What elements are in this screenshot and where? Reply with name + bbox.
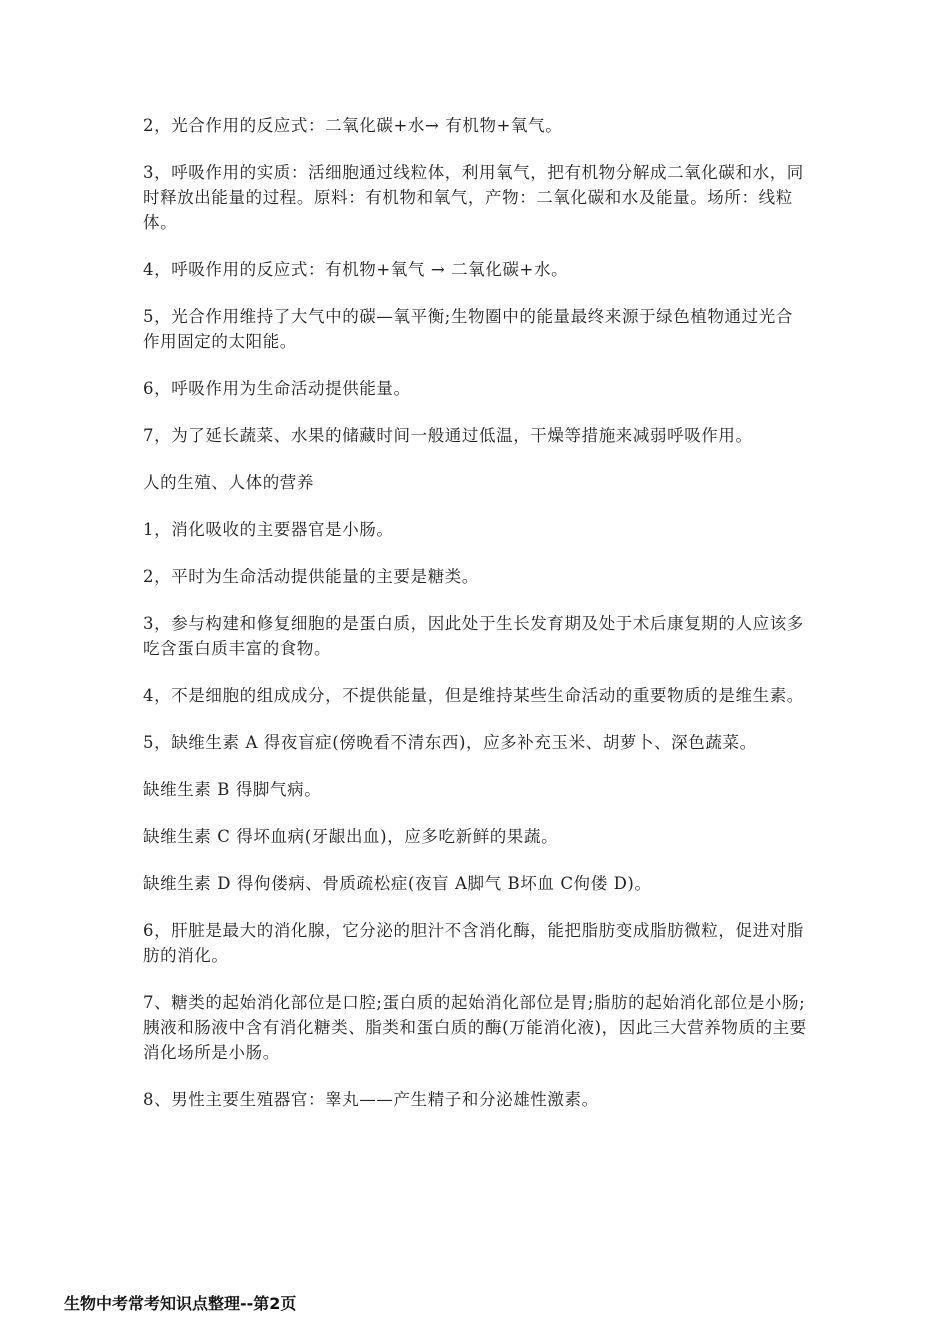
paragraph: 5，缺维生素 A 得夜盲症(傍晚看不清东西)，应多补充玉米、胡萝卜、深色蔬菜。 xyxy=(143,733,757,752)
section-heading: 人的生殖、人体的营养 xyxy=(143,473,314,492)
paragraph: 6，呼吸作用为生命活动提供能量。 xyxy=(143,379,411,398)
paragraph: 缺维生素 D 得佝偻病、骨质疏松症(夜盲 A脚气 B坏血 C佝偻 D)。 xyxy=(143,874,652,893)
paragraph: 7、糖类的起始消化部位是口腔;蛋白质的起始消化部位是胃;脂肪的起始消化部位是小肠;胰液和肠液中含有消化糖类、脂类和蛋白质的酶(万能消化液)，因此三大营养物质的主要消化场所是小肠。 xyxy=(143,993,807,1062)
document-body xyxy=(143,113,809,1134)
paragraph: 6，肝脏是最大的消化腺，它分泌的胆汁不含消化酶，能把脂肪变成脂肪微粒，促进对脂肪的消化。 xyxy=(143,921,804,965)
paragraph: 2，光合作用的反应式：二氧化碳+水→ 有机物+氧气。 xyxy=(143,116,563,135)
paragraph: 2，平时为生命活动提供能量的主要是糖类。 xyxy=(143,567,479,586)
paragraph: 缺维生素 C 得坏血病(牙龈出血)，应多吃新鲜的果蔬。 xyxy=(143,827,559,846)
paragraph: 4，呼吸作用的反应式：有机物+氧气 → 二氧化碳+水。 xyxy=(143,260,569,279)
paragraph: 3，呼吸作用的实质：活细胞通过线粒体，利用氧气，把有机物分解成二氧化碳和水，同时释放出能量的过程。原料：有机物和氧气，产物：二氧化碳和水及能量。场所：线粒体。 xyxy=(143,163,804,232)
paragraph: 1，消化吸收的主要器官是小肠。 xyxy=(143,520,394,539)
paragraph: 4，不是细胞的组成成分，不提供能量，但是维持某些生命活动的重要物质的是维生素。 xyxy=(143,686,804,705)
paragraph: 8、男性主要生殖器官：睾丸——产生精子和分泌雄性激素。 xyxy=(143,1090,599,1109)
paragraph: 缺维生素 B 得脚气病。 xyxy=(143,780,322,799)
paragraph: 7，为了延长蔬菜、水果的储藏时间一般通过低温，干燥等措施来减弱呼吸作用。 xyxy=(143,426,753,445)
paragraph: 5，光合作用维持了大气中的碳—氧平衡;生物圈中的能量最终来源于绿色植物通过光合作用固定的太阳能。 xyxy=(143,307,793,351)
page-footer: 生物中考常考知识点整理--第2页 xyxy=(64,1294,297,1313)
paragraph: 3，参与构建和修复细胞的是蛋白质，因此处于生长发育期及处于术后康复期的人应该多吃含蛋白质丰富的食物。 xyxy=(143,614,804,658)
